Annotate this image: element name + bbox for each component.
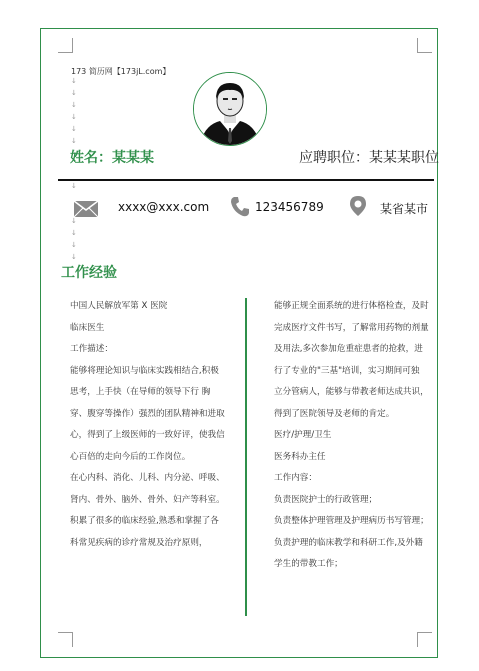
crop-mark-bottom-left: [58, 632, 73, 647]
text-line: 能够将理论知识与临床实践相结合,积极: [70, 365, 219, 376]
work-experience-right-column: [274, 296, 436, 576]
text-line: 负责护理的临床教学和科研工作,及外籍: [274, 537, 423, 548]
text-line: 医疗/护理/卫生: [274, 430, 332, 440]
text-line: 肾内、骨外、脑外、骨外、妇产等科室。: [70, 494, 225, 505]
text-line: 负责医院护士的行政管理；: [274, 494, 378, 505]
text-line: 及用法,多次参加危重症患者的抢救，进: [274, 344, 423, 354]
text-line: 在心内科、消化、儿科、内分泌、呼吸、: [70, 473, 225, 483]
text-line: 学生的带教工作；: [274, 559, 343, 569]
text-line: 完成医疗文件书写，了解常用药物的剂量: [274, 322, 429, 333]
phone-icon: [230, 196, 250, 218]
column-divider: [245, 298, 247, 616]
text-line: 工作描述：: [70, 344, 113, 354]
text-line: 医务科办主任: [274, 451, 326, 462]
section-title-work-experience: 工作经验: [61, 265, 117, 281]
text-line: 立分管病人，能够与带教老师达成共识，: [274, 387, 429, 397]
phone-text: 123456789: [255, 200, 324, 214]
text-line: 思考，上手快（在导师的领导下行 胸: [70, 387, 211, 397]
text-line: 得到了医院领导及老师的肯定。: [274, 408, 395, 419]
text-line: 心百倍的走向今后的工作岗位。: [70, 451, 191, 462]
text-line: 负责整体护理管理及护理病历书写管理；: [274, 516, 429, 526]
profile-photo: [193, 72, 267, 146]
crop-mark-top-left: [58, 38, 73, 53]
text-line: 中国人民解放军第 X 医院: [70, 301, 168, 311]
location-text: 某省某市: [380, 202, 429, 216]
work-experience-left-column: [70, 296, 240, 554]
text-line: 心，得到了上级医师的一致好评，使我信: [70, 430, 225, 440]
crop-mark-top-right: [417, 38, 432, 53]
location-pin-icon: [349, 195, 367, 217]
crop-mark-bottom-right: [417, 632, 432, 647]
header-rule: [58, 179, 434, 181]
candidate-name: 姓名：某某某: [70, 150, 154, 166]
source-watermark: 173 简历网【173jL.com】: [71, 67, 171, 76]
text-line: 科常见疾病的诊疗常规及治疗原则，: [70, 537, 208, 548]
email-icon: [73, 200, 99, 218]
portrait-icon: [194, 73, 266, 145]
text-line: 行了专业的"三基"培训，实习期间可独: [274, 365, 420, 376]
text-line: 临床医生: [70, 322, 105, 333]
text-line: 穿、腹穿等操作）强烈的团队精神和进取: [70, 408, 225, 419]
text-line: 能够正规全面系统的进行体格检查，及时: [274, 301, 429, 311]
applied-position: 应聘职位：某某某职位: [299, 150, 439, 166]
text-line: 工作内容：: [274, 473, 317, 483]
email-text: xxxx@xxx.com: [118, 200, 210, 214]
text-line: 积累了很多的临床经验,熟悉和掌握了各: [70, 516, 219, 526]
